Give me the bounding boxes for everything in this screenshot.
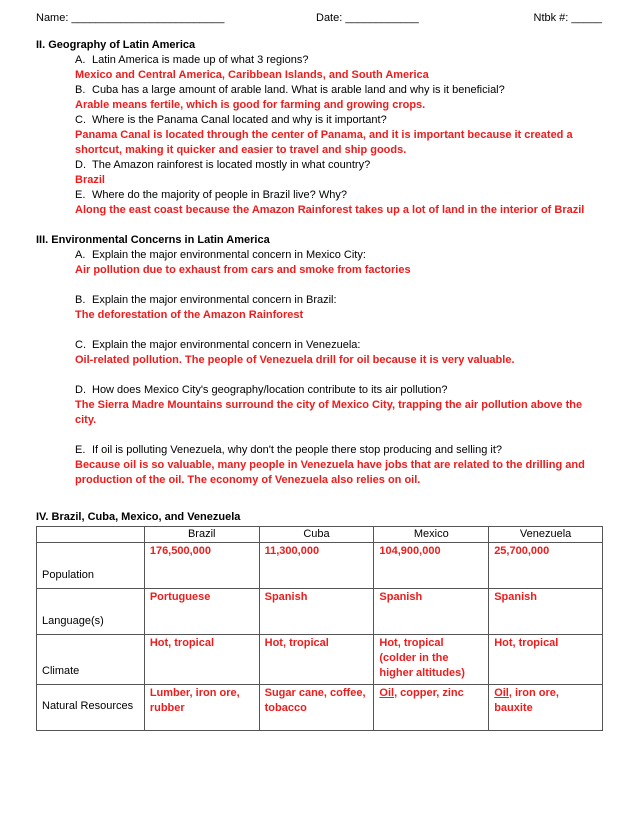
table-cell: Hot, tropical (colder in the higher altitudes) xyxy=(374,635,489,685)
table-cell: Spanish xyxy=(374,589,489,635)
date-field: Date: ____________ xyxy=(316,12,419,24)
question-3c: C. Explain the major environmental concern in Venezuela: xyxy=(75,339,361,351)
question-2b: B. Cuba has a large amount of arable land. What is arable land and why is it beneficial? xyxy=(75,84,505,96)
row-label: Climate xyxy=(37,635,145,685)
column-header: Venezuela xyxy=(489,527,603,543)
column-header: Brazil xyxy=(144,527,259,543)
question-2e: E. Where do the majority of people in Brazil live? Why? xyxy=(75,189,347,201)
row-label: Language(s) xyxy=(37,589,145,635)
answer-3d: The Sierra Madre Mountains surround the city of Mexico City, trapping the air pollution above the city. xyxy=(75,399,583,426)
row-label: Natural Resources xyxy=(37,685,145,731)
table-cell: 104,900,000 xyxy=(374,543,489,589)
question-3e: E. If oil is polluting Venezuela, why don't the people there stop producing and selling it? xyxy=(75,444,502,456)
worksheet-header xyxy=(36,12,602,28)
country-comparison-table xyxy=(36,526,603,731)
question-2d: D. The Amazon rainforest is located mostly in what country? xyxy=(75,159,371,171)
section-4-title: IV. Brazil, Cuba, Mexico, and Venezuela xyxy=(36,511,241,523)
underlined-word: Oil xyxy=(379,687,395,699)
table-row xyxy=(37,543,603,589)
table-cell: 176,500,000 xyxy=(144,543,259,589)
answer-3c: Oil-related pollution. The people of Venezuela drill for oil because it is very valuable. xyxy=(75,354,515,366)
answer-2d: Brazil xyxy=(75,174,105,186)
answer-3a: Air pollution due to exhaust from cars and smoke from factories xyxy=(75,264,411,276)
table-row xyxy=(37,589,603,635)
row-label: Population xyxy=(37,543,145,589)
answer-2c: Panama Canal is located through the center of Panama, and it is important because it created a shortcut, making it quicker and easier to travel and ship goods. xyxy=(75,129,573,156)
name-field: Name: _________________________ xyxy=(36,12,225,24)
table-cell: 11,300,000 xyxy=(259,543,374,589)
table-cell: Lumber, iron ore, rubber xyxy=(144,685,259,731)
table-cell: Oil, iron ore, bauxite xyxy=(489,685,603,731)
table-cell: Portuguese xyxy=(144,589,259,635)
question-3b: B. Explain the major environmental concern in Brazil: xyxy=(75,294,337,306)
section-2-title: II. Geography of Latin America xyxy=(36,39,196,51)
table-row xyxy=(37,635,603,685)
section-3-title: III. Environmental Concerns in Latin America xyxy=(36,234,270,246)
table-cell: Oil, copper, zinc xyxy=(374,685,489,731)
table-cell: 25,700,000 xyxy=(489,543,603,589)
worksheet-content xyxy=(36,38,602,731)
answer-2a: Mexico and Central America, Caribbean Islands, and South America xyxy=(75,69,429,81)
table-cell: Hot, tropical xyxy=(259,635,374,685)
table-cell: Spanish xyxy=(489,589,603,635)
table-corner-cell xyxy=(37,527,145,543)
question-3d: D. How does Mexico City's geography/location contribute to its air pollution? xyxy=(75,384,448,396)
answer-2e: Along the east coast because the Amazon Rainforest takes up a lot of land in the interior of Brazil xyxy=(75,204,585,216)
answer-2b: Arable means fertile, which is good for farming and growing crops. xyxy=(75,99,426,111)
notebook-number-field: Ntbk #: _____ xyxy=(533,12,602,24)
table-cell: Spanish xyxy=(259,589,374,635)
table-row xyxy=(37,685,603,731)
question-2a: A. Latin America is made up of what 3 regions? xyxy=(75,54,309,66)
question-3a: A. Explain the major environmental concern in Mexico City: xyxy=(75,249,366,261)
answer-3e: Because oil is so valuable, many people in Venezuela have jobs that are related to the drilling and production of the oil. The economy of Venezuela also relies on oil. xyxy=(75,459,585,486)
answer-3b: The deforestation of the Amazon Rainforest xyxy=(75,309,304,321)
table-cell: Sugar cane, coffee, tobacco xyxy=(259,685,374,731)
column-header: Mexico xyxy=(374,527,489,543)
table-cell: Hot, tropical xyxy=(489,635,603,685)
table-header-row xyxy=(37,527,603,543)
table-cell: Hot, tropical xyxy=(144,635,259,685)
underlined-word: Oil xyxy=(494,687,509,699)
column-header: Cuba xyxy=(259,527,374,543)
question-2c: C. Where is the Panama Canal located and why is it important? xyxy=(75,114,387,126)
